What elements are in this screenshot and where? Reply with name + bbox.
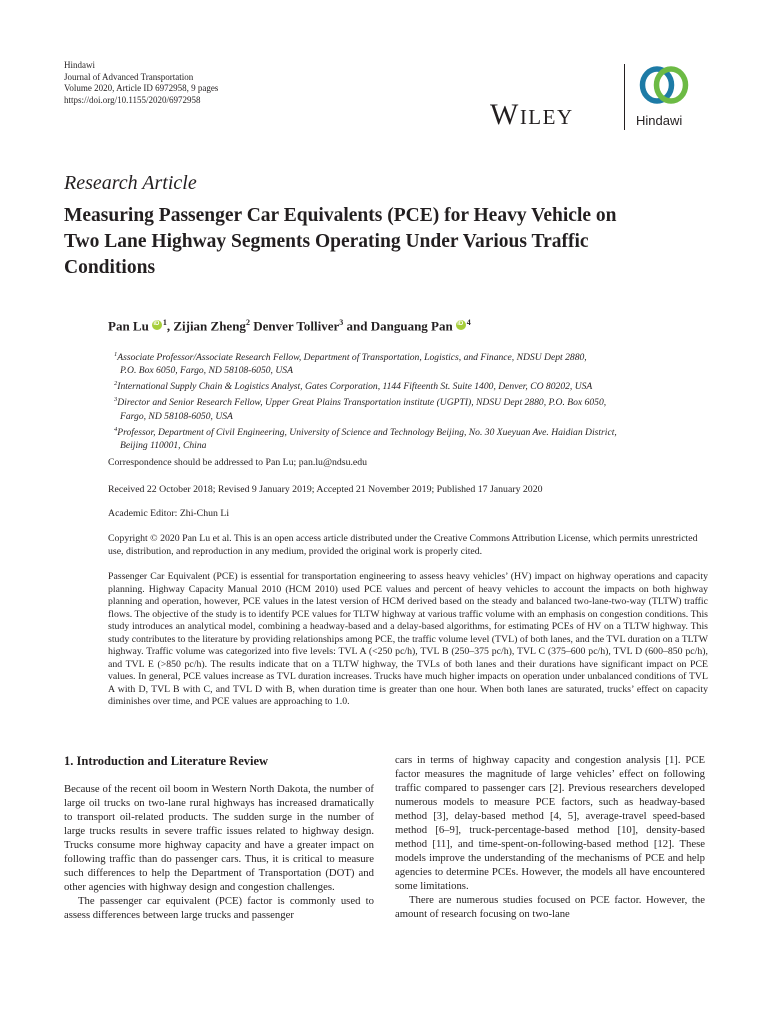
- logo-divider: [624, 64, 625, 130]
- publisher-name: Hindawi: [64, 60, 95, 70]
- affiliation-number: 2: [114, 380, 118, 388]
- affiliation-line: $^4$Professor, Department of Civil Engineering, University of Science and Technology Beijing, No. 30 Xueyuan Ave. Haidian District,: [114, 425, 617, 438]
- orcid-icon[interactable]: [456, 320, 466, 330]
- author-name: Pan Lu: [108, 318, 149, 334]
- paragraph: cars in terms of highway capacity and congestion analysis [1]. PCE factor measures the magnitude of large vehicles’ effect on following traffic compared to passenger cars [2]. Previous researchers developed numerous models to measure PCE factors, such as headway-based method [3], delay-based method [4, 5], average-travel speed-based method [6–9], truck-percentage-based method [10], density-based method [11], and time-spent-on-following-based method [12]. These models improve the understanding of the mechanisms of PCE and help agencies to determine PCEs. However, the models all have encountered some limitations.: [395, 754, 705, 892]
- publication-dates: Received 22 October 2018; Revised 9 January 2019; Accepted 21 November 2019; Published 17 January 2020: [108, 484, 543, 495]
- paragraph: The passenger car equivalent (PCE) factor is commonly used to assess differences between large trucks and passenger: [64, 895, 374, 921]
- wiley-logo: Wiley: [490, 98, 574, 131]
- copyright-notice: Copyright © 2020 Pan Lu et al. This is an open access article distributed under the Creative Commons Attribution License, which permits unrestricted use, distribution, and reproduction in any medium, provided the original work is properly cited.: [108, 533, 698, 557]
- paragraph: There are numerous studies focused on PCE factor. However, the amount of research focusing on two-lane: [395, 894, 705, 920]
- orcid-icon[interactable]: [152, 320, 162, 330]
- volume-line: Volume 2020, Article ID 6972958, 9 pages: [64, 83, 219, 93]
- affiliation-number: 4: [114, 425, 118, 433]
- affiliations: [108, 348, 708, 452]
- author-list: [108, 318, 471, 334]
- author-affiliation-number: 1: [162, 318, 167, 327]
- affiliation-line: $^3$Director and Senior Research Fellow, Upper Great Plains Transportation institute (UGPTI), NDSU Dept 2880, P.O. Box 6050,: [114, 396, 607, 409]
- hindawi-wordmark: Hindawi: [636, 113, 683, 128]
- body-column-right: [395, 753, 705, 921]
- affiliation-number: 3: [114, 396, 118, 404]
- author-affiliation-number: 4: [466, 318, 471, 327]
- author-affiliation-number: 2: [245, 318, 250, 327]
- affiliation-line: P.O. Box 6050, Fargo, ND 58108-6050, USA: [120, 365, 293, 377]
- author-name: Denver Tolliver: [253, 318, 340, 334]
- doi-link[interactable]: https://doi.org/10.1155/2020/6972958: [64, 94, 201, 105]
- article-title: Measuring Passenger Car Equivalents (PCE) for Heavy Vehicle on Two Lane Highway Segments Operating Under Various Traffic Conditions: [64, 205, 617, 278]
- author-affiliation-number: 3: [339, 318, 344, 327]
- author-name: Zijian Zheng: [173, 318, 246, 334]
- abstract: Passenger Car Equivalent (PCE) is essential for transportation engineering to assess heavy vehicles’ (HV) impact on highway operations and capacity planning. Highway Capacity Manual 2010 (HCM 2010) used PCE values and percent of heavy vehicles to account the impacts on both highway planning and operation, however, PCE values in the latest version of HCM derived based on the steady and balanced two-lane-two-way (TLTW) traffic flows. The objective of the study is to identify PCE values for TLTW highway at various traffic volume with an emphasis on congestion conditions. This study introduces an analytical model, combining a headway-based and a delay-based algorithms, for estimating PCEs of HV on a TLTW highway. This study contributes to the literature by providing relationships among PCE, the traffic volume level (TVL) of both lanes, and the TVL duration on a TLTW highway. Traffic volume was categorized into five levels: TVL A (<250 pc/h), TVL B (250–375 pc/h), TVL C (375–600 pc/h), TVL D (600–850 pc/h), and TVL E (>850 pc/h). The results indicate that on a TLTW highway, the TVLs of both lanes and their durations have significant impact on PCE values. In general, PCE values increase as TVL duration increases. Trucks have much higher impacts on operation under unbalanced conditions of TVL A with D, TVL B with C, and TVL D with B, when duration time is greater than one hour. When both lanes are saturated, trucks’ effect on capacity diminishes over time, and PCE values are approaching to 1.0.: [108, 571, 708, 707]
- academic-editor: Academic Editor: Zhi-Chun Li: [108, 508, 230, 519]
- affiliation-item: [108, 377, 708, 393]
- affiliation-line: $^1$Associate Professor/Associate Research Fellow, Department of Transportation, Logistics, and Finance, NDSU Dept 2880,: [114, 351, 587, 364]
- affiliation-item: [108, 423, 708, 452]
- affiliation-item: [108, 348, 708, 377]
- affiliation-item: [108, 393, 708, 422]
- body-column-left: [64, 782, 374, 922]
- journal-meta: [64, 60, 218, 106]
- affiliation-line: $^2$International Supply Chain & Logistics Analyst, Gates Corporation, 1144 Fifteenth St. Suite 1400, Denver, CO 80202, USA: [114, 380, 593, 393]
- correspondence: Correspondence should be addressed to Pan Lu; pan.lu@ndsu.edu: [108, 457, 368, 468]
- affiliation-line: Beijing 110001, China: [120, 439, 207, 451]
- article-type: Research Article: [64, 172, 197, 194]
- journal-name: Journal of Advanced Transportation: [64, 71, 194, 82]
- author-separator: and: [343, 318, 371, 334]
- hindawi-rings-icon: [637, 62, 691, 108]
- affiliation-line: Fargo, ND 58108-6050, USA: [120, 410, 233, 422]
- section-heading: 1. Introduction and Literature Review: [64, 754, 269, 768]
- author-separator: ,: [166, 318, 174, 334]
- paragraph: Because of the recent oil boom in Western North Dakota, the number of large oil trucks on two-lane rural highways has increased dramatically to transport oil-related products. The sudden surge in the number of large trucks results in severe traffic issues related to highway design. Trucks consume more highway capacity and have a greater impact on following traffic than do passenger cars. Thus, it is critical to measure such differences to help the Department of Transportation (DOT) and other agencies with highway design and congestion challenges.: [64, 783, 374, 893]
- affiliation-number: 1: [114, 351, 118, 358]
- author-name: Danguang Pan: [370, 318, 453, 334]
